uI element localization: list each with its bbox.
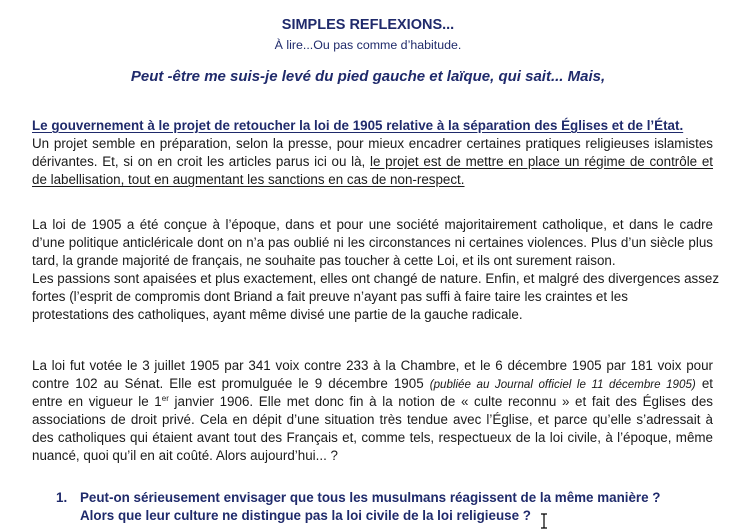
section3-line-3-sup: er bbox=[161, 394, 169, 403]
list-question-1: Peut-on sérieusement envisager que tous les musulmans réagissent de la même manière ? bbox=[80, 490, 661, 505]
section3-line-1: La loi fut votée le 3 juillet 1905 par 341 voix contre 233 à la Chambre, et le 6 décembre 1905 par 181 voix pour bbox=[32, 358, 713, 373]
section3-line-2-b: et bbox=[701, 376, 713, 391]
list-question-2: Alors que leur culture ne distingue pas la loi civile de la loi religieuse ? bbox=[80, 508, 531, 523]
section3-line-2 bbox=[32, 375, 713, 394]
section2-line-3: tard, la grande majorité de français, ne souhaite pas toucher à cette Loi, et ils ont surement raison. bbox=[32, 253, 616, 268]
document-title: SIMPLES REFLEXIONS... bbox=[281, 17, 455, 33]
section1-heading: Le gouvernement à le projet de retoucher la loi de 1905 relative à la séparation des Églises et de l’État. bbox=[32, 118, 684, 133]
section1-line-1: Un projet semble en préparation, selon la presse, pour mieux encadrer certaines pratiques religieuses islamistes bbox=[32, 136, 713, 151]
text-cursor-icon bbox=[540, 513, 548, 529]
section1-line-2 bbox=[32, 153, 713, 171]
section3-line-2-a: contre 102 au Sénat. Elle est promulguée le 9 décembre 1905 bbox=[32, 376, 424, 391]
section3-line-5: des catholiques qui étaient avant tout des Français et, comme tels, respectueux de la loi civile, à l’époque, même bbox=[32, 430, 713, 445]
section3-line-3-a-text: entre en vigueur le 1 bbox=[32, 394, 162, 409]
section3-line-3 bbox=[32, 393, 713, 411]
section3-line-3-b: janvier 1906. Elle met donc fin à la notion de « culte reconnu » et fait des Églises des bbox=[174, 394, 713, 409]
section1-line-2-text: dérivantes. Et, si on en croit les articles parus ici ou là, bbox=[32, 154, 366, 169]
section1-underlined-2: de labellisation, tout en augmentant les sanctions en cas de non-respect. bbox=[32, 172, 465, 187]
section3-line-4: associations de droit privé. Cela en dépit d’une situation très tendue avec l’Église, et parce qu’elle s’adressait à bbox=[32, 412, 713, 427]
section2-line-1: La loi de 1905 a été conçue à l’époque, dans et pour une société majoritairement catholique, et dans le cadre bbox=[32, 217, 713, 232]
document-tagline: Peut -être me suis-je levé du pied gauche et laïque, qui sait... Mais, bbox=[130, 68, 606, 85]
section2-line-5: fortes (l’esprit de compromis dont Briand a fait preuve n’ayant pas suffi à faire taire les craintes et les bbox=[32, 289, 628, 304]
section3-line-2-italic: (publiée au Journal officiel le 11 décembre 1905) bbox=[429, 378, 696, 391]
section2-line-4: Les passions sont apaisées et plus exactement, elles ont changé de nature. Enfin, et malgré des divergences assez bbox=[32, 271, 720, 286]
section3-line-6: nuancé, quoi qu’il en ait coûté. Alors aujourd’hui... ? bbox=[32, 448, 338, 463]
section3-line-3-a bbox=[32, 394, 169, 409]
section2-line-6: protestations des catholiques, ayant même divisé une partie de la gauche radicale. bbox=[32, 307, 523, 322]
section2-line-2: d’une politique anticléricale dont on n’a pas oublié ni les circonstances ni certaines violences. Plus d’un siècle plus bbox=[32, 235, 713, 250]
list-number: 1. bbox=[56, 490, 68, 505]
document-subtitle: À lire...Ou pas comme d’habitude. bbox=[274, 38, 462, 52]
section1-underlined-1: le projet est de mettre en place un régime de contrôle et bbox=[370, 154, 714, 169]
